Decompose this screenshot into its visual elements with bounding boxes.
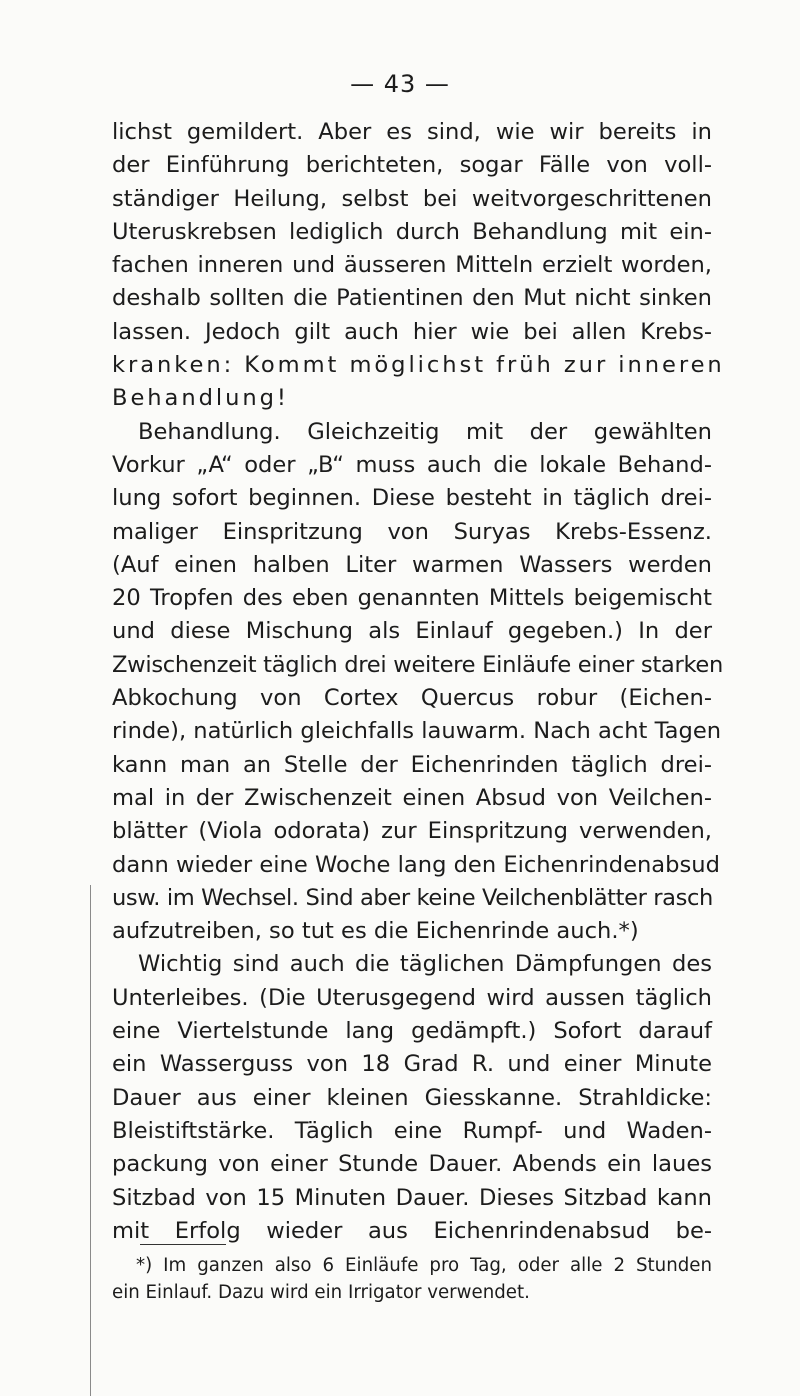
text-line: Dauer aus einer kleinen Giesskanne. Strahldicke: bbox=[112, 1084, 712, 1111]
text-line: Sitzbad von 15 Minuten Dauer. Dieses Sitzbad kann bbox=[112, 1184, 712, 1211]
text-line: kann man an Stelle der Eichenrinden täglich drei- bbox=[112, 751, 712, 778]
text-line: Bleistiftstärke. Täglich eine Rumpf- und Waden- bbox=[112, 1117, 712, 1144]
text-line: eine Viertelstunde lang gedämpft.) Sofort darauf bbox=[112, 1018, 712, 1045]
text-line: lung sofort beginnen. Diese besteht in täglich drei- bbox=[112, 485, 712, 512]
text-line: aufzutreiben, so tut es die Eichenrinde auch.*) bbox=[112, 918, 639, 945]
text-line: 20 Tropfen des eben genannten Mittels beigemischt bbox=[112, 585, 712, 612]
text-line: mal in der Zwischenzeit einen Absud von Veilchen- bbox=[112, 784, 712, 811]
text-line: blätter (Viola odorata) zur Einspritzung verwenden, bbox=[112, 818, 712, 845]
footnote-line: ein Einlauf. Dazu wird ein Irrigator verwendet. bbox=[112, 1282, 530, 1303]
text-line: dann wieder eine Woche lang den Eichenrindenabsud bbox=[112, 851, 720, 878]
text-line: fachen inneren und äusseren Mitteln erzielt worden, bbox=[112, 252, 712, 279]
text-line: mit Erfolg wieder aus Eichenrindenabsud be- bbox=[112, 1217, 712, 1244]
footnote-divider bbox=[140, 1244, 226, 1245]
text-line: (Auf einen halben Liter warmen Wassers werden bbox=[112, 551, 712, 578]
text-line: Uteruskrebsen lediglich durch Behandlung mit ein- bbox=[112, 218, 712, 245]
text-line: Vorkur „A“ oder „B“ muss auch die lokale Behand- bbox=[112, 451, 712, 478]
text-line: lassen. Jedoch gilt auch hier wie bei allen Krebs- bbox=[112, 318, 712, 345]
text-line: maliger Einspritzung von Suryas Krebs-Essenz. bbox=[112, 518, 712, 545]
text-line-emphasis: Behandlung! bbox=[112, 385, 289, 412]
text-line: deshalb sollten die Patientinen den Mut nicht sinken bbox=[112, 285, 712, 312]
text-line: der Einführung berichteten, sogar Fälle von voll- bbox=[112, 152, 712, 179]
text-line: Unterleibes. (Die Uterusgegend wird aussen täglich bbox=[112, 984, 712, 1011]
page-number: — 43 — bbox=[350, 70, 450, 98]
section-heading-line: Behandlung. Gleichzeitig mit der gewählten bbox=[138, 418, 712, 445]
text-line: Abkochung von Cortex Quercus robur (Eichen- bbox=[112, 685, 712, 712]
footnote-line: *) Im ganzen also 6 Einläufe pro Tag, oder alle 2 Stunden bbox=[136, 1255, 712, 1276]
text-line: usw. im Wechsel. Sind aber keine Veilchenblätter rasch bbox=[112, 884, 713, 911]
text-line: Zwischenzeit täglich drei weitere Einläufe einer starken bbox=[112, 651, 724, 678]
body-text bbox=[112, 116, 725, 1248]
text-line: ein Wasserguss von 18 Grad R. und einer Minute bbox=[112, 1051, 712, 1078]
text-line: ständiger Heilung, selbst bei weitvorgeschrittenen bbox=[112, 185, 712, 212]
text-line: rinde), natürlich gleichfalls lauwarm. Nach acht Tagen bbox=[112, 718, 722, 745]
text-line: und diese Mischung als Einlauf gegeben.) In der bbox=[112, 618, 712, 645]
text-line: lichst gemildert. Aber es sind, wie wir bereits in bbox=[112, 119, 712, 145]
text-line: packung von einer Stunde Dauer. Abends ein laues bbox=[112, 1151, 712, 1178]
text-line: Wichtig sind auch die täglichen Dämpfungen des bbox=[138, 951, 712, 978]
footnote bbox=[112, 1252, 712, 1306]
page-gutter-line bbox=[90, 885, 91, 1396]
text-line-emphasis: kranken: Kommt möglichst früh zur inneren bbox=[112, 352, 725, 379]
